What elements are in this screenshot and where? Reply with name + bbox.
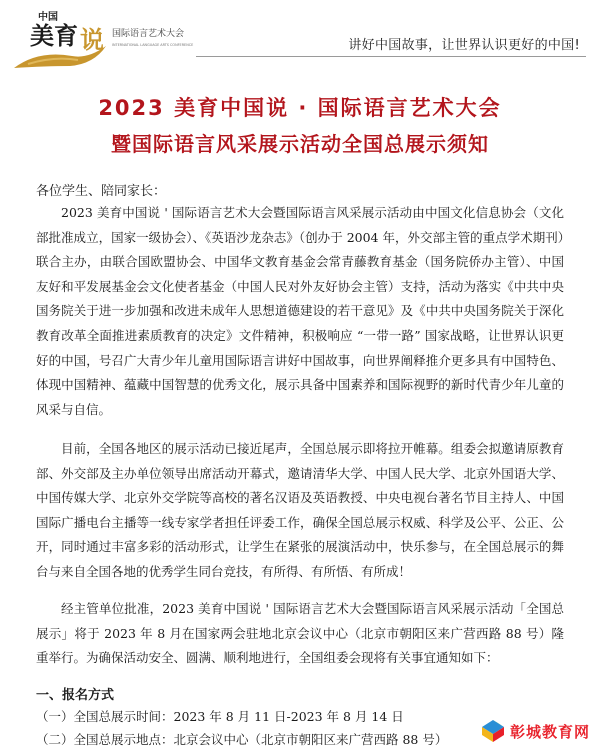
page-title: 2023 美育中国说 · 国际语言艺术大会 xyxy=(98,96,502,120)
header-slogan: 讲好中国故事，让世界认识更好的中国! xyxy=(348,38,580,53)
intro-paragraph: 2023 美育中国说 ' 国际语言艺术大会暨国际语言风采展示活动由中国文化信息协会（文化部批准成立，国家一级协会）、《英语沙龙杂志》（创办于 2004 年，外交部主管的重点学术期刊）联合主办，由联合国欧盟协会、中国华文教育基金会常青藤教育基金（国务院侨办主管）、中国友好和平发展基金会文化使者基金（中国人民对外友好协会主管）支持，活动为落实《中共中央国务院关于进一步加强和改进未成年人思想道德建设的若干意见》及《中共中央国务院关于深化教育改革全面推进素质教育的决定》文件精神，积极响应 “一带一路” 国家战略，让世界认识更好的中国，号召广大青少年儿童用国际语言讲好中国故事，向世界阐释推介更多具有中国特色、体现中国精神、蕴藏中国智慧的优秀文化，展示具备中国素养和国际视野的新时代青少年儿童的风采与自信。 xyxy=(36,205,564,417)
watermark-text: 彰城教育网 xyxy=(510,722,591,741)
logo-text-en: INTERNATIONAL LANGUAGE ARTS CONFERENCE xyxy=(112,43,194,47)
logo-text-main: 美育 xyxy=(30,21,78,50)
conference-logo[interactable] xyxy=(8,6,196,78)
announcement-paragraph: 经主管单位批准，2023 美育中国说 ' 国际语言艺术大会暨国际语言风采展示活动「全国总展示」将于 2023 年 8 月在国家两会驻地北京会议中心（北京市朝阳区来广营西路 88 号）隆重举行。为确保活动安全、圆满、顺利地进行，全国组委会现将有关事宜通知如下： xyxy=(36,601,564,666)
page-subtitle: 暨国际语言风采展示活动全国总展示须知 xyxy=(111,132,489,156)
greeting: 各位学生、陪同家长： xyxy=(36,184,167,199)
section-heading: 一、报名方式 xyxy=(36,688,115,703)
site-watermark[interactable] xyxy=(480,714,596,748)
logo-text-top: 中国 xyxy=(38,12,58,23)
status-paragraph: 目前，全国各地区的展示活动已接近尾声，全国总展示即将拉开帷幕。组委会拟邀请原教育部、外交部及主办单位领导出席活动开幕式，邀请清华大学、中国人民大学、北京外国语大学、中国传媒大学、北京外交学院等高校的著名汉语及英语教授、中央电视台著名节目主持人、中国国际广播电台主播等一线专家学者担任评委工作，确保全国总展示权威、科学及公平、公正、公开，同时通过丰富多彩的活动形式，让学生在紧张的展演活动中，快乐参与，在全国总展示的舞台与来自全国各地的优秀学生同台竞技，有所得、有所悟、有所成！ xyxy=(36,441,564,579)
logo-text-cn: 国际语言艺术大会 xyxy=(112,29,185,39)
list-item: （二）全国总展示地点：北京会议中心（北京市朝阳区来广营西路 88 号） xyxy=(36,732,448,747)
logo-text-sub: 说 xyxy=(80,25,104,54)
page-header xyxy=(0,0,600,84)
header-divider xyxy=(196,56,586,57)
list-item: （一）全国总展示时间：2023 年 8 月 11 日-2023 年 8 月 14 日 xyxy=(36,709,404,724)
watermark-logo-icon xyxy=(480,718,506,744)
logo-emblem xyxy=(8,6,196,78)
